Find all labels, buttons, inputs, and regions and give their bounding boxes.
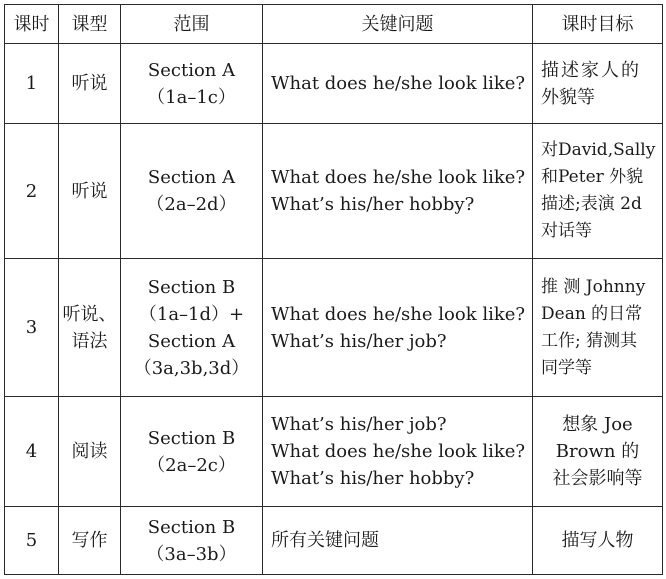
header-range: 范围 (121, 5, 263, 44)
key-questions: What does he/she look like? What’s his/her job? (263, 259, 533, 397)
lesson-plan-table (4, 4, 663, 575)
header-lesson: 课时 (5, 5, 59, 44)
key-questions: What’s his/her job? What does he/she look like? What’s his/her hobby? (263, 397, 533, 507)
table-row (5, 507, 663, 575)
lesson-number: 4 (5, 397, 59, 507)
lesson-goal: 描写人物 (533, 507, 663, 575)
key-questions: What does he/she look like? (263, 44, 533, 124)
table-row (5, 44, 663, 124)
table-header-row (5, 5, 663, 44)
lesson-number: 3 (5, 259, 59, 397)
lesson-type: 听说 (59, 44, 121, 124)
table-row (5, 124, 663, 259)
header-type: 课型 (59, 5, 121, 44)
header-goal: 课时目标 (533, 5, 663, 44)
lesson-type: 听说、 语法 (59, 259, 121, 397)
lesson-goal: 对David,Sally 和Peter 外貌 描述;表演 2d 对话等 (533, 124, 663, 259)
lesson-range: Section A （2a–2d） (121, 124, 263, 259)
lesson-range: Section B （1a–1d）+ Section A （3a,3b,3d） (121, 259, 263, 397)
key-questions: 所有关键问题 (263, 507, 533, 575)
key-questions: What does he/she look like? What’s his/her hobby? (263, 124, 533, 259)
lesson-goal: 推 测 Johnny Dean 的日常 工作; 猜测其 同学等 (533, 259, 663, 397)
table-row (5, 397, 663, 507)
lesson-range: Section B （3a–3b） (121, 507, 263, 575)
header-key-questions: 关键问题 (263, 5, 533, 44)
table-row (5, 259, 663, 397)
lesson-goal: 描述家人的 外貌等 (533, 44, 663, 124)
lesson-number: 2 (5, 124, 59, 259)
lesson-type: 听说 (59, 124, 121, 259)
lesson-range: Section A （1a–1c） (121, 44, 263, 124)
lesson-number: 1 (5, 44, 59, 124)
lesson-type: 阅读 (59, 397, 121, 507)
lesson-type: 写作 (59, 507, 121, 575)
lesson-number: 5 (5, 507, 59, 575)
lesson-range: Section B （2a–2c） (121, 397, 263, 507)
lesson-goal: 想象 Joe Brown 的 社会影响等 (533, 397, 663, 507)
